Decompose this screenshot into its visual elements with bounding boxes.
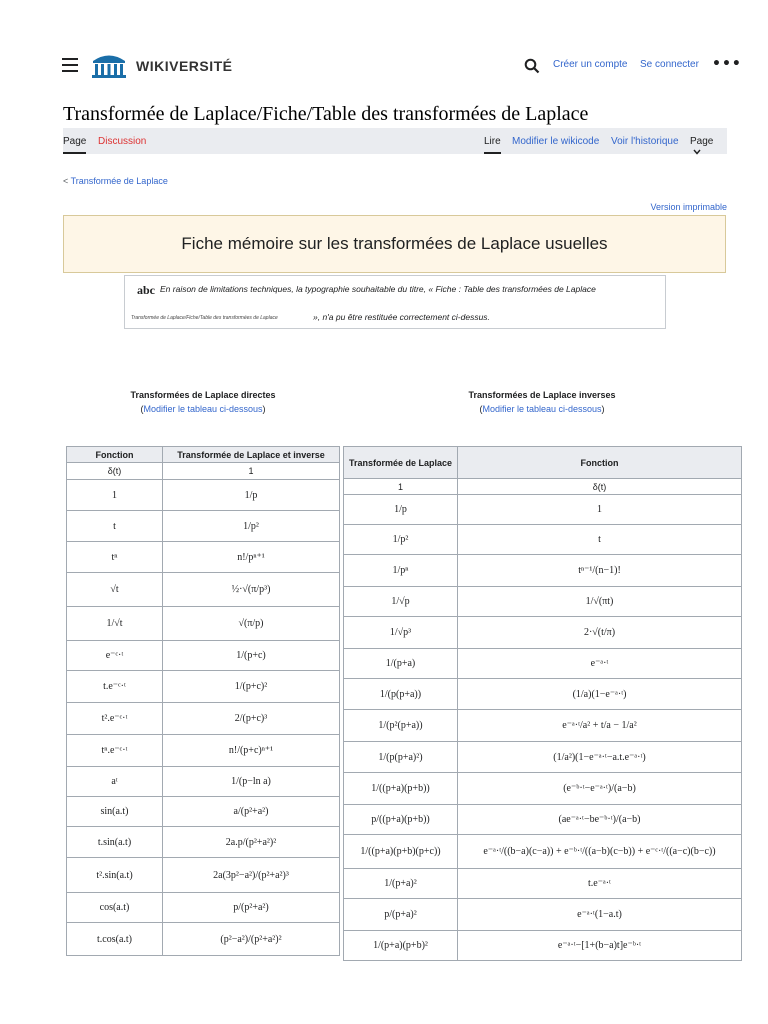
tab-page-menu[interactable] <box>690 136 727 158</box>
table-cell-left: 1 <box>67 480 163 511</box>
table-row <box>344 931 742 961</box>
table-cell-left: 1/((p+a)(p+b)) <box>344 773 458 805</box>
table-row <box>67 607 340 641</box>
tab-discussion[interactable]: Discussion <box>98 136 147 147</box>
table-row <box>344 679 742 710</box>
table-cell-right: δ(t) <box>458 479 742 495</box>
table-cell-right: e⁻ᵃ·ᵗ(1−a.t) <box>458 899 742 931</box>
table-cell-right: n!/(p+c)ⁿ⁺¹ <box>163 735 340 767</box>
table-row <box>67 463 340 480</box>
table-row <box>344 525 742 555</box>
table-cell-right: √(π/p) <box>163 607 340 641</box>
table-cell-right: tⁿ⁻¹/(n−1)! <box>458 555 742 587</box>
table-row <box>344 479 742 495</box>
table-cell-right: p/(p²+a²) <box>163 893 340 923</box>
table-cell-left: 1/√t <box>67 607 163 641</box>
memo-banner <box>63 215 726 273</box>
table-row <box>344 742 742 773</box>
table-row <box>344 805 742 835</box>
table-row <box>67 573 340 607</box>
chevron-down-icon <box>693 149 701 155</box>
table-cell-right: 2/(p+c)³ <box>163 703 340 735</box>
table-row <box>67 923 340 956</box>
breadcrumb-prefix: < <box>63 176 69 186</box>
table-cell-right: t <box>458 525 742 555</box>
table-row <box>344 617 742 649</box>
table-cell-left: √t <box>67 573 163 607</box>
direct-edit-link[interactable]: Modifier le tableau ci-dessous <box>143 404 263 414</box>
table-cell-left: 1/(p(p+a)) <box>344 679 458 710</box>
table-row <box>67 797 340 827</box>
table-row <box>344 773 742 805</box>
table-row <box>67 767 340 797</box>
table-cell-left: tⁿ <box>67 542 163 573</box>
direct-header-transform: Transformée de Laplace et inverse <box>163 447 340 463</box>
table-cell-left: δ(t) <box>67 463 163 480</box>
table-row <box>344 710 742 742</box>
table-cell-right: 2a.p/(p²+a²)² <box>163 827 340 858</box>
breadcrumb <box>63 176 168 186</box>
table-row <box>67 511 340 542</box>
table-cell-left: t.e⁻ᶜ·ᵗ <box>67 671 163 703</box>
notice-small-title: Transformée de Laplace/Fiche/Table des transformées de Laplace <box>131 315 278 321</box>
more-options-icon[interactable]: ••• <box>712 56 742 72</box>
login-link[interactable]: Se connecter <box>640 59 699 70</box>
table-row <box>67 641 340 671</box>
table-cell-right: 1/(p−ln a) <box>163 767 340 797</box>
table-cell-right: 1/p <box>163 480 340 511</box>
table-cell-left: 1/(p²(p+a)) <box>344 710 458 742</box>
table-cell-left: tⁿ.e⁻ᶜ·ᵗ <box>67 735 163 767</box>
table-cell-left: 1/(p+a)² <box>344 869 458 899</box>
wikiversity-logo[interactable] <box>91 52 127 79</box>
table-cell-left: 1/(p(p+a)²) <box>344 742 458 773</box>
table-row <box>344 555 742 587</box>
table-cell-left: p/((p+a)(p+b)) <box>344 805 458 835</box>
table-cell-right: 2·√(t/π) <box>458 617 742 649</box>
table-cell-left: 1/√p <box>344 587 458 617</box>
table-cell-right: (1/a²)(1−e⁻ᵃ·ᵗ−a.t.e⁻ᵃ·ᵗ) <box>458 742 742 773</box>
abc-icon: abc <box>137 283 155 297</box>
table-row <box>344 495 742 525</box>
print-version-link[interactable]: Version imprimable <box>650 202 727 212</box>
table-cell-right: t.e⁻ᵃ·ᵗ <box>458 869 742 899</box>
table-cell-right: (e⁻ᵇ·ᵗ−e⁻ᵃ·ᵗ)/(a−b) <box>458 773 742 805</box>
direct-header-function: Fonction <box>67 447 163 463</box>
table-cell-right: a/(p²+a²) <box>163 797 340 827</box>
table-cell-right: e⁻ᵃ·ᵗ <box>458 649 742 679</box>
table-cell-left: 1/(p+a)(p+b)² <box>344 931 458 961</box>
table-cell-left: 1/p² <box>344 525 458 555</box>
direct-edit-wrapper: (Modifier le tableau ci-dessous) <box>140 404 266 414</box>
table-row <box>344 587 742 617</box>
table-row <box>67 827 340 858</box>
inverse-header-transform: Transformée de Laplace <box>344 447 458 479</box>
table-cell-left: t <box>67 511 163 542</box>
table-row <box>344 899 742 931</box>
table-cell-left: 1/pⁿ <box>344 555 458 587</box>
table-cell-left: sin(a.t) <box>67 797 163 827</box>
table-row <box>67 671 340 703</box>
table-cell-right: 1 <box>458 495 742 525</box>
page-tabs <box>63 128 727 154</box>
table-cell-right: 1/(p+c) <box>163 641 340 671</box>
tab-page[interactable]: Page <box>63 136 87 147</box>
tab-edit-source[interactable]: Modifier le wikicode <box>512 136 600 147</box>
inverse-edit-link[interactable]: Modifier le tableau ci-dessous <box>482 404 602 414</box>
notice-text-end: », n'a pu être restituée correctement ci-dessus. <box>313 312 490 322</box>
search-icon[interactable] <box>524 58 540 74</box>
tab-history[interactable]: Voir l'historique <box>611 136 679 147</box>
table-cell-right: e⁻ᵃ·ᵗ−[1+(b−a)t]e⁻ᵇ·ᵗ <box>458 931 742 961</box>
notice-text: En raison de limitations techniques, la typographie souhaitable du titre, « Fiche : Table des transformées de Laplace <box>160 284 596 294</box>
table-row <box>67 735 340 767</box>
table-cell-left: 1/√p³ <box>344 617 458 649</box>
title-notice <box>124 275 666 329</box>
table-cell-right: (1/a)(1−e⁻ᵃ·ᵗ) <box>458 679 742 710</box>
table-row <box>67 480 340 511</box>
table-cell-left: e⁻ᶜ·ᵗ <box>67 641 163 671</box>
tab-read[interactable]: Lire <box>484 136 501 147</box>
tab-page-menu-label: Page <box>690 136 714 147</box>
table-row <box>344 835 742 869</box>
table-cell-left: t.cos(a.t) <box>67 923 163 956</box>
site-name[interactable]: WIKIVERSITÉ <box>136 58 233 74</box>
breadcrumb-link[interactable]: Transformée de Laplace <box>70 176 168 186</box>
table-cell-right: 2a(3p²−a²)/(p²+a²)³ <box>163 858 340 893</box>
menu-icon[interactable] <box>62 58 78 72</box>
inverse-header-function: Fonction <box>458 447 742 479</box>
table-cell-left: cos(a.t) <box>67 893 163 923</box>
table-cell-right: n!/pⁿ⁺¹ <box>163 542 340 573</box>
table-row <box>67 858 340 893</box>
table-row <box>344 649 742 679</box>
table-cell-right: ½·√(π/p³) <box>163 573 340 607</box>
memo-title: Fiche mémoire sur les transformées de Laplace usuelles <box>181 234 608 253</box>
create-account-link[interactable]: Créer un compte <box>553 59 628 70</box>
table-row <box>67 542 340 573</box>
table-cell-left: 1/((p+a)(p+b)(p+c)) <box>344 835 458 869</box>
table-cell-left: aᵗ <box>67 767 163 797</box>
page-title: Transformée de Laplace/Fiche/Table des transformées de Laplace <box>63 103 589 125</box>
table-cell-right: (ae⁻ᵃ·ᵗ−be⁻ᵇ·ᵗ)/(a−b) <box>458 805 742 835</box>
table-cell-right: 1/√(πt) <box>458 587 742 617</box>
table-cell-left: 1/p <box>344 495 458 525</box>
inverse-transforms-table <box>343 446 742 961</box>
table-cell-left: t.sin(a.t) <box>67 827 163 858</box>
inverse-section-title: Transformées de Laplace inverses <box>468 390 616 400</box>
inverse-edit-wrapper: (Modifier le tableau ci-dessous) <box>479 404 605 414</box>
table-cell-right: 1 <box>163 463 340 480</box>
table-cell-right: e⁻ᵃ·ᵗ/((b−a)(c−a)) + e⁻ᵇ·ᵗ/((a−b)(c−b)) + e⁻ᶜ·ᵗ/((a−c)(b−c)) <box>458 835 742 869</box>
table-row <box>67 893 340 923</box>
table-cell-right: 1/p² <box>163 511 340 542</box>
table-row <box>344 869 742 899</box>
table-cell-right: (p²−a²)/(p²+a²)² <box>163 923 340 956</box>
table-row <box>67 703 340 735</box>
table-cell-left: t².e⁻ᶜ·ᵗ <box>67 703 163 735</box>
table-cell-left: 1/(p+a) <box>344 649 458 679</box>
table-cell-left: t².sin(a.t) <box>67 858 163 893</box>
table-cell-right: 1/(p+c)² <box>163 671 340 703</box>
table-cell-left: p/(p+a)² <box>344 899 458 931</box>
table-cell-right: e⁻ᵃ·ᵗ/a² + t/a − 1/a² <box>458 710 742 742</box>
table-cell-left: 1 <box>344 479 458 495</box>
direct-transforms-table <box>66 446 340 956</box>
direct-section-title: Transformées de Laplace directes <box>130 390 276 400</box>
